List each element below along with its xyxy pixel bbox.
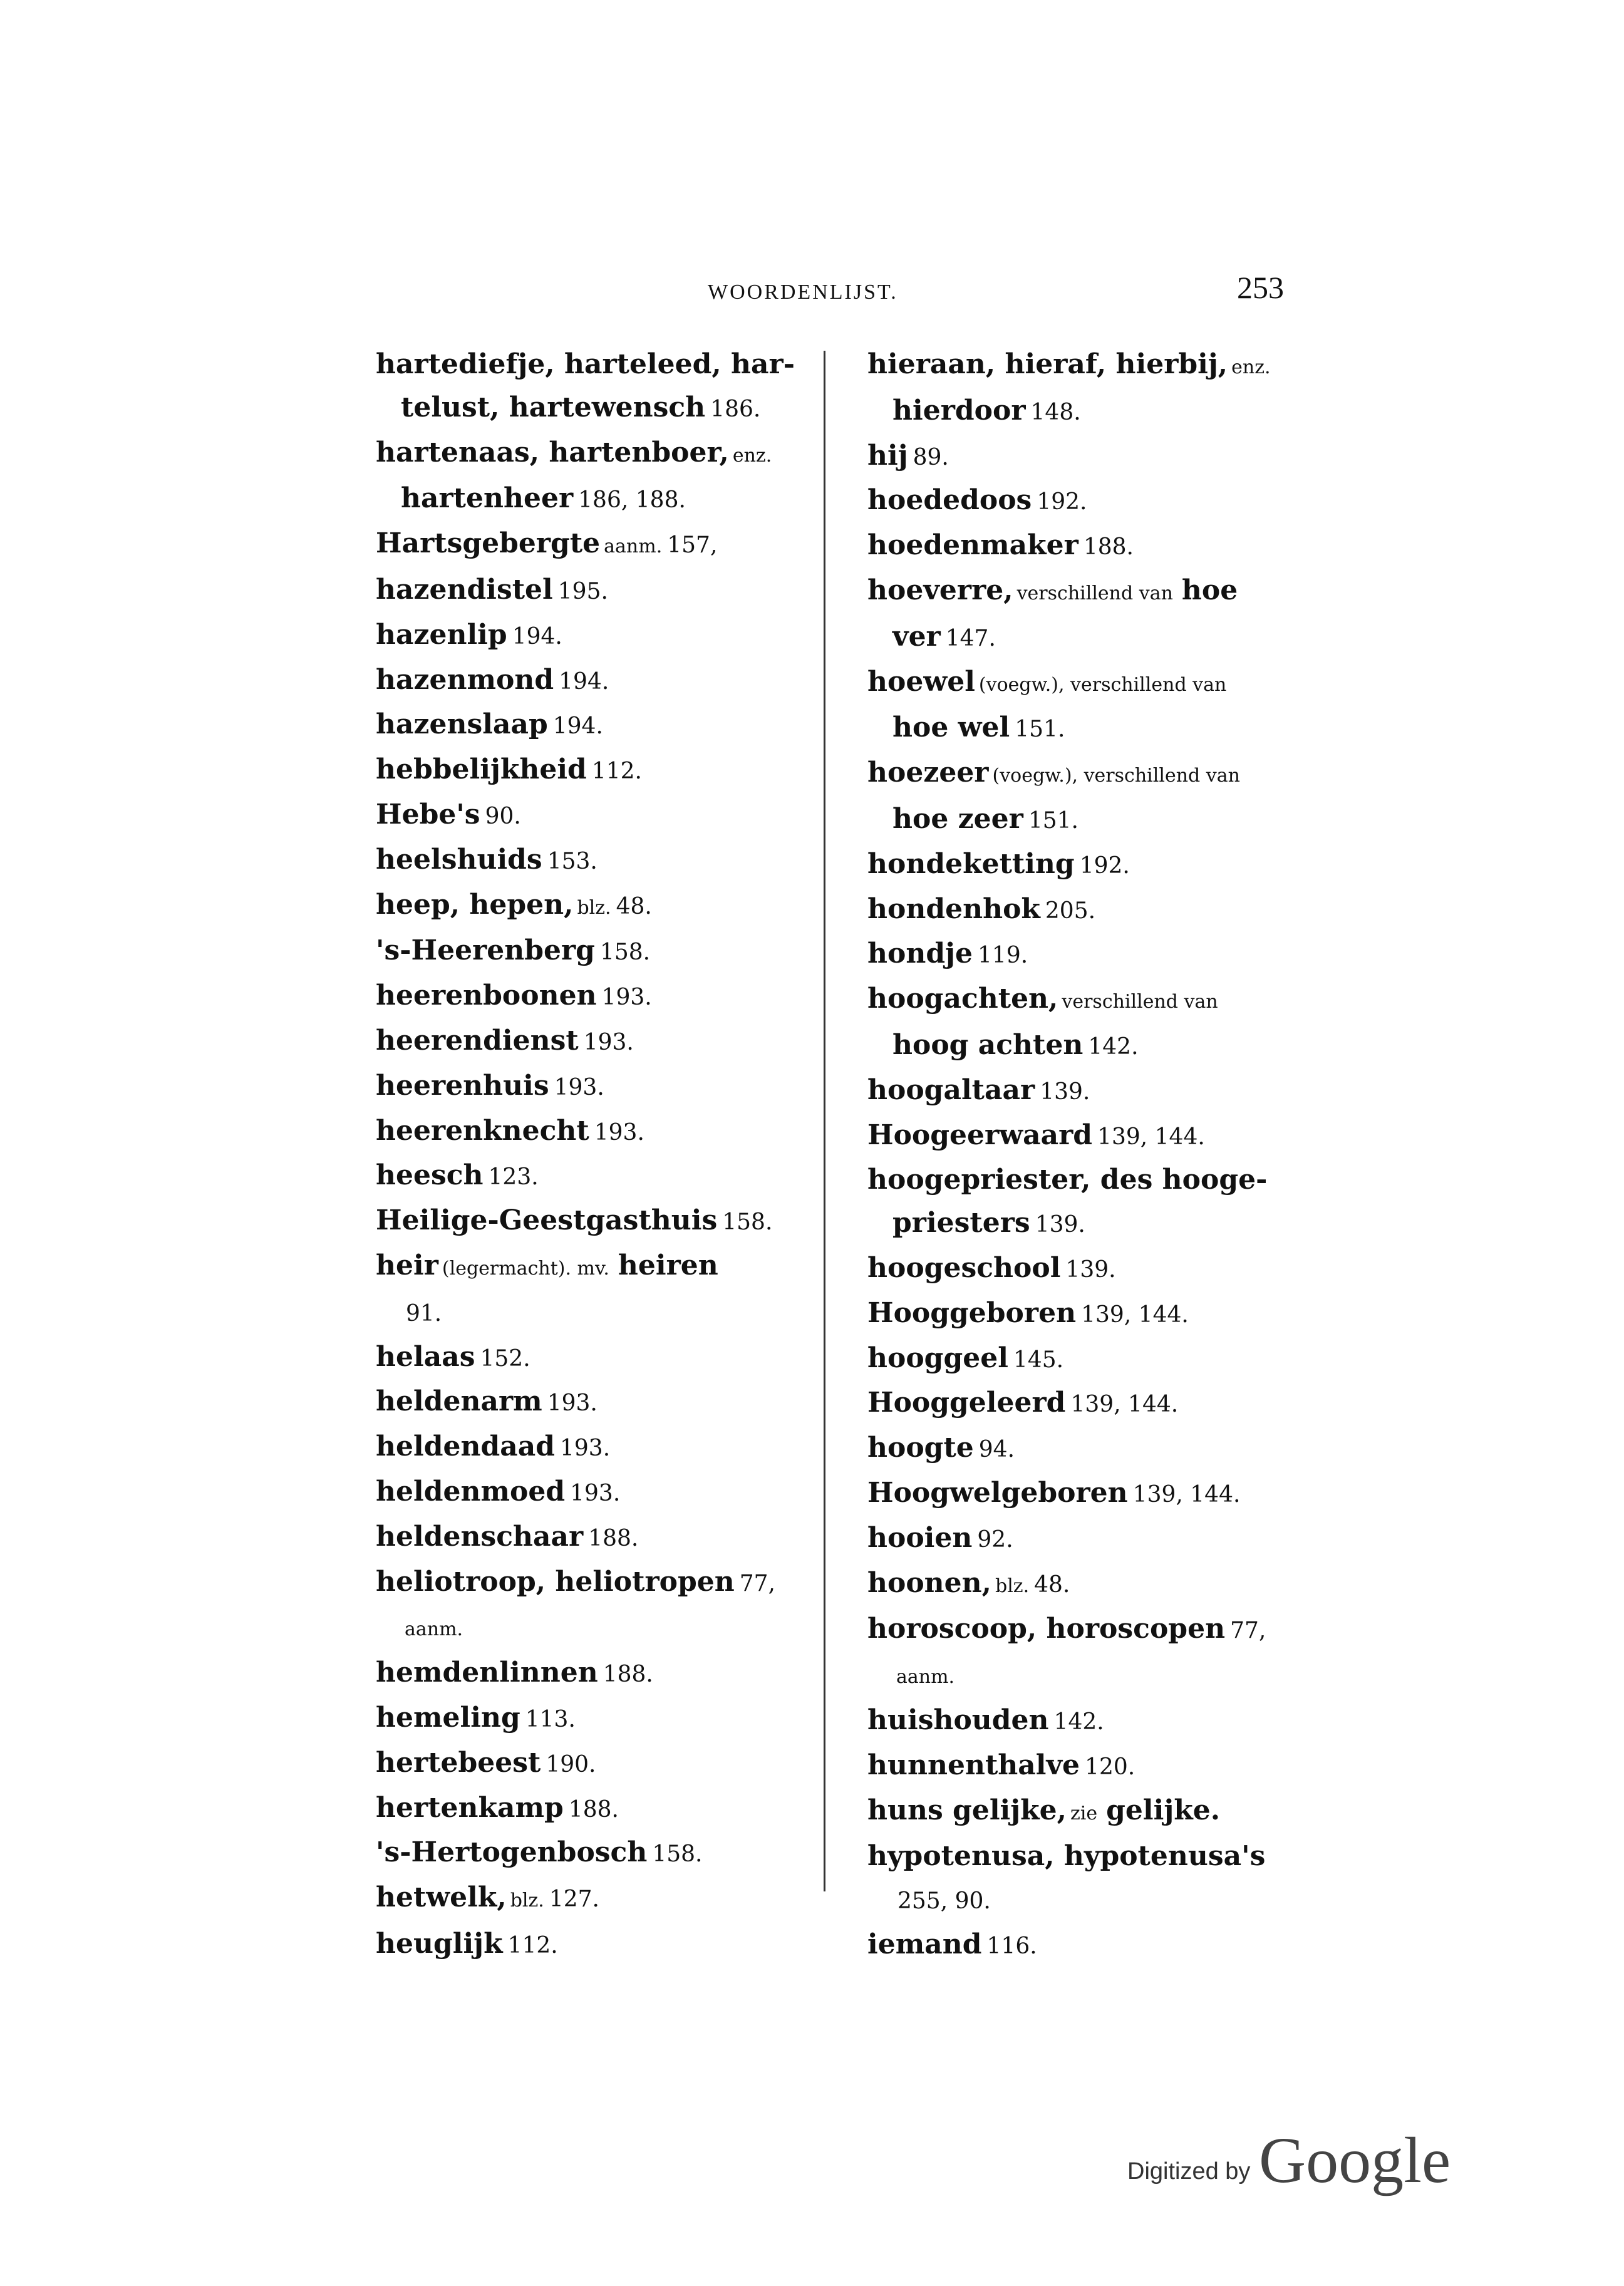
index-entry — [376, 1065, 814, 1110]
page-reference: 142. — [1088, 1033, 1139, 1060]
headword-secondary: gelijke. — [1106, 1794, 1221, 1826]
index-entry — [376, 1652, 814, 1697]
page-reference: 193. — [601, 985, 652, 1011]
entry-continuation — [376, 1605, 814, 1652]
headword: heliotroop, heliotropen — [376, 1565, 735, 1598]
headword-continuation: hoe wel — [892, 711, 1010, 744]
headword: heelshuids — [376, 843, 542, 876]
index-entry — [867, 1382, 1281, 1427]
headword: Hoogeerwaard — [867, 1119, 1093, 1151]
page-reference: 139. — [1065, 1256, 1116, 1283]
index-entry — [376, 659, 814, 704]
headword-continuation: hartenheer — [401, 482, 574, 515]
usage-note: blz. — [510, 1890, 544, 1912]
entry-continuation — [376, 386, 814, 432]
index-entry — [867, 569, 1281, 661]
index-entry — [867, 1699, 1281, 1744]
page-reference: 113. — [525, 1706, 576, 1732]
headword: hertenkamp — [376, 1791, 564, 1824]
index-entry — [867, 1114, 1281, 1159]
headword-continuation: ver — [892, 620, 941, 653]
index-entry — [376, 569, 814, 614]
headword: hypotenusa, hypotenusa's — [867, 1840, 1266, 1873]
page-reference: 194. — [559, 668, 609, 695]
index-entry — [376, 794, 814, 839]
page-reference: 158. — [722, 1209, 773, 1236]
index-entry — [376, 1787, 814, 1832]
page-reference: 193. — [570, 1480, 621, 1506]
index-entry — [867, 343, 1281, 435]
index-entry — [376, 522, 814, 569]
headword: hoogachten, — [867, 983, 1058, 1015]
index-entry — [867, 1608, 1281, 1699]
headword: hoogaltaar — [867, 1073, 1035, 1106]
headword-continuation: telust, hartewensch — [401, 391, 706, 423]
index-entry — [867, 479, 1281, 524]
headword-secondary: hoe — [1181, 574, 1238, 606]
usage-note: zie — [1070, 1802, 1098, 1824]
headword: hooggeel — [867, 1342, 1008, 1374]
index-entry — [867, 1789, 1281, 1836]
index-entry — [376, 1561, 814, 1652]
page-reference: 186, 188. — [578, 487, 686, 514]
usage-note: enz. — [732, 444, 772, 467]
headword: huishouden — [867, 1704, 1049, 1736]
entry-continuation — [867, 390, 1281, 435]
index-entry — [376, 1471, 814, 1516]
page-reference: 255, 90. — [897, 1888, 991, 1915]
index-entry — [867, 1472, 1281, 1517]
index-entry — [376, 1831, 814, 1876]
headword: hazendistel — [376, 573, 553, 606]
index-entry — [867, 1069, 1281, 1114]
headword: heerendienst — [376, 1024, 579, 1057]
headword: hoonen, — [867, 1566, 991, 1599]
entry-continuation — [867, 1202, 1281, 1247]
index-entry — [867, 1562, 1281, 1608]
index-entry — [376, 1697, 814, 1742]
headword: hoededoos — [867, 484, 1032, 517]
headword: hoedenmaker — [867, 529, 1078, 562]
page-reference: 139, 144. — [1081, 1301, 1189, 1328]
index-entry — [867, 1744, 1281, 1789]
headword: heerenknecht — [376, 1114, 589, 1147]
headword: hazenlip — [376, 618, 507, 651]
index-entry — [376, 975, 814, 1020]
index-entry — [867, 752, 1281, 843]
headword: hoewel — [867, 665, 975, 698]
entry-continuation — [376, 1291, 814, 1336]
usage-note: blz. — [995, 1575, 1030, 1597]
headword: hartediefje, harteleed, har- — [376, 348, 795, 380]
headword: heep, hepen, — [376, 888, 574, 921]
page-reference: 152. — [480, 1345, 530, 1372]
index-entry — [867, 1292, 1281, 1337]
page-reference: 205. — [1045, 897, 1096, 924]
page-reference: 119. — [978, 943, 1028, 969]
page-reference: 151. — [1028, 807, 1078, 834]
page-reference: 116. — [986, 1933, 1037, 1959]
google-logo: Google — [1259, 2124, 1451, 2196]
headword: hunnenthalve — [867, 1749, 1080, 1781]
page-reference: 139, 144. — [1070, 1392, 1179, 1418]
entry-continuation — [867, 1653, 1281, 1699]
headword-continuation: priesters — [892, 1207, 1030, 1239]
headword: hondje — [867, 938, 973, 970]
headword: Heilige-Geestgasthuis — [376, 1204, 718, 1237]
index-entry — [867, 843, 1281, 888]
entry-continuation — [867, 1878, 1281, 1923]
page-reference: 139. — [1040, 1078, 1090, 1105]
usage-note: enz. — [1231, 356, 1271, 378]
headword: heerenboonen — [376, 980, 597, 1012]
usage-note: aanm. — [405, 1618, 463, 1641]
headword: hij — [867, 439, 908, 472]
entry-continuation — [867, 616, 1281, 661]
page-reference: 91. — [406, 1300, 442, 1327]
running-title: WOORDENLIJST. — [708, 281, 898, 304]
page-reference: 145. — [1013, 1347, 1064, 1373]
page-reference: 158. — [652, 1841, 703, 1868]
headword: horoscoop, horoscopen — [867, 1613, 1226, 1645]
page-reference: 157, — [667, 532, 718, 559]
index-entry — [376, 1923, 814, 1968]
headword: hazenmond — [376, 663, 554, 696]
index-entry — [376, 884, 814, 930]
headword: hoogeschool — [867, 1251, 1061, 1284]
page-reference: 94. — [978, 1437, 1015, 1463]
entry-continuation — [867, 706, 1281, 752]
page-reference: 192. — [1037, 489, 1087, 515]
index-entry — [376, 1336, 814, 1381]
headword: iemand — [867, 1928, 982, 1960]
headword: Hooggeleerd — [867, 1387, 1066, 1419]
index-entry — [867, 1835, 1281, 1923]
page-reference: 147. — [945, 625, 996, 651]
headword: Hooggeboren — [867, 1296, 1077, 1329]
index-entry — [376, 1110, 814, 1155]
page-reference: 158. — [599, 939, 651, 966]
headword: heesch — [376, 1159, 484, 1192]
index-entry — [376, 1244, 814, 1336]
index-entry — [867, 1247, 1281, 1292]
page-reference: 194. — [512, 623, 562, 649]
headword: helaas — [376, 1340, 475, 1373]
page-reference: 188. — [568, 1796, 619, 1823]
usage-note: verschillend van — [1062, 991, 1218, 1013]
headword: Hartsgebergte — [376, 527, 601, 560]
column-divider — [824, 351, 825, 1891]
headword: heldenarm — [376, 1385, 542, 1418]
index-entry — [376, 1425, 814, 1471]
headword: hoogte — [867, 1432, 974, 1464]
page-reference: 48. — [1034, 1571, 1070, 1598]
page-reference: 48. — [616, 893, 652, 919]
index-entry — [376, 929, 814, 975]
headword: heldendaad — [376, 1430, 555, 1463]
headword: Hoogwelgeboren — [867, 1476, 1128, 1509]
headword-continuation: hierdoor — [892, 394, 1026, 427]
headword: hoezeer — [867, 757, 989, 789]
page-reference: 188. — [603, 1662, 653, 1688]
index-entry — [376, 1154, 814, 1199]
headword: heldenmoed — [376, 1475, 566, 1508]
headword: huns gelijke, — [867, 1794, 1067, 1826]
page-reference: 195. — [557, 578, 608, 604]
usage-note: (voegw.), verschillend van — [978, 673, 1227, 696]
headword: hebbelijkheid — [376, 753, 587, 786]
page-reference: 89. — [913, 444, 949, 470]
index-entry — [376, 1380, 814, 1425]
index-entry — [376, 1876, 814, 1923]
index-entry — [867, 661, 1281, 752]
usage-note: verschillend van — [1016, 582, 1173, 604]
page-reference: 193. — [594, 1119, 644, 1146]
index-entry — [376, 343, 814, 432]
page-reference: 151. — [1015, 716, 1065, 743]
headword: hieraan, hieraf, hierbij, — [867, 348, 1228, 380]
headword-continuation: hoe zeer — [892, 802, 1023, 835]
headword: heerenhuis — [376, 1069, 549, 1102]
page-reference: 153. — [547, 848, 597, 874]
headword: hoeverre, — [867, 574, 1013, 606]
index-entry — [376, 839, 814, 884]
headword: hazenslaap — [376, 708, 548, 741]
index-entry — [376, 748, 814, 794]
right-column — [867, 343, 1281, 1968]
index-entry — [867, 1923, 1281, 1968]
page-reference: 142. — [1053, 1709, 1104, 1735]
index-entry — [867, 1337, 1281, 1382]
headword: hondenhok — [867, 892, 1040, 925]
headword: hoogepriester, des hooge- — [867, 1164, 1268, 1196]
headword: heir — [376, 1249, 438, 1281]
index-entry — [867, 1517, 1281, 1562]
page-reference: 193. — [583, 1029, 634, 1055]
page-reference: 148. — [1030, 399, 1081, 425]
page-reference: 186. — [710, 396, 761, 422]
page-reference: 92. — [977, 1526, 1013, 1553]
usage-note: blz. — [577, 896, 611, 919]
page-reference: 112. — [507, 1932, 558, 1958]
entry-continuation — [867, 798, 1281, 843]
usage-note: (legermacht). mv. — [442, 1257, 609, 1280]
headword: hertebeest — [376, 1746, 541, 1779]
page-reference: 139, 144. — [1132, 1481, 1241, 1508]
index-entry — [376, 1742, 814, 1787]
page-reference: 77, — [1230, 1618, 1266, 1644]
index-entry — [867, 933, 1281, 978]
headword-continuation: hoog achten — [892, 1028, 1084, 1061]
index-entry — [376, 614, 814, 659]
page-reference: 193. — [560, 1435, 611, 1462]
index-entry — [867, 888, 1281, 933]
index-entry — [867, 524, 1281, 569]
page-reference: 139, 144. — [1097, 1124, 1205, 1150]
index-entry — [376, 1199, 814, 1244]
page-reference: 90. — [485, 803, 521, 829]
headword: hooien — [867, 1521, 973, 1554]
usage-note: (voegw.), verschillend van — [992, 765, 1240, 787]
page-reference: 77, — [739, 1570, 775, 1596]
usage-note: aanm. — [604, 535, 663, 558]
headword-secondary: heiren — [618, 1249, 718, 1281]
digitized-by-google-watermark — [1127, 2123, 1478, 2198]
index-entry — [867, 978, 1281, 1069]
index-entry — [867, 435, 1281, 480]
page-reference: 194. — [552, 713, 603, 740]
page-reference: 188. — [588, 1525, 639, 1551]
index-entry — [376, 1020, 814, 1065]
headword: hemeling — [376, 1701, 520, 1734]
headword: hetwelk, — [376, 1881, 507, 1914]
index-entry — [376, 432, 814, 523]
watermark-small-text: Digitized by — [1127, 2158, 1251, 2185]
page-reference: 127. — [549, 1886, 599, 1913]
headword: 's-Hertogenbosch — [376, 1836, 648, 1869]
page-header — [376, 269, 1284, 319]
page-reference: 139. — [1035, 1212, 1085, 1238]
entry-continuation — [376, 477, 814, 522]
page-reference: 112. — [591, 758, 642, 785]
index-entry — [376, 703, 814, 748]
left-column — [376, 343, 814, 1968]
headword: hartenaas, hartenboer, — [376, 436, 729, 468]
page-number: 253 — [1237, 270, 1284, 305]
index-entry — [867, 1427, 1281, 1472]
page-reference: 190. — [546, 1751, 596, 1777]
page-reference: 188. — [1083, 534, 1134, 561]
page-reference: 120. — [1085, 1754, 1135, 1780]
page-reference: 193. — [554, 1074, 604, 1100]
index-entry — [376, 1516, 814, 1561]
headword: hondeketting — [867, 847, 1075, 880]
page-reference: 123. — [488, 1164, 539, 1191]
entry-continuation — [867, 1024, 1281, 1069]
headword: heldenschaar — [376, 1520, 584, 1553]
headword: heuglijk — [376, 1927, 503, 1960]
headword: hemdenlinnen — [376, 1657, 598, 1689]
headword: 's-Heerenberg — [376, 934, 595, 967]
page-reference: 192. — [1079, 852, 1130, 879]
index-entry — [867, 1159, 1281, 1247]
usage-note: aanm. — [896, 1666, 955, 1689]
headword: Hebe's — [376, 798, 480, 830]
page-reference: 193. — [547, 1390, 597, 1417]
